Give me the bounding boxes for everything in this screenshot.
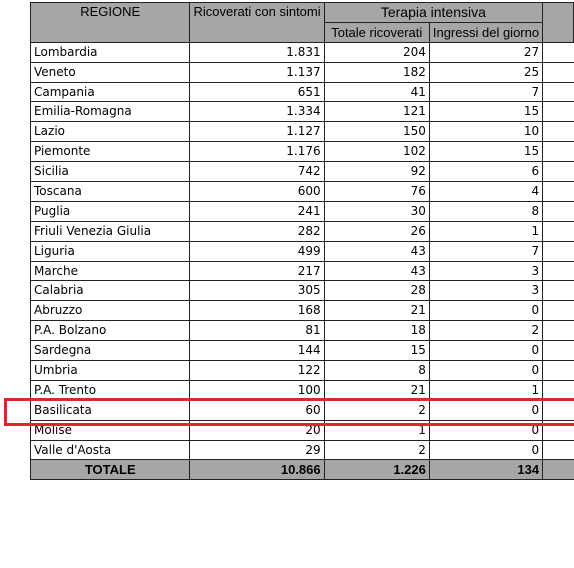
ricoverati-value: 1.176 — [190, 142, 324, 162]
terapia-totale-value: 76 — [324, 182, 429, 202]
region-name: Liguria — [31, 241, 190, 261]
region-name: P.A. Bolzano — [31, 321, 190, 341]
terapia-totale-value: 41 — [324, 82, 429, 102]
region-name: Puglia — [31, 201, 190, 221]
header-totale-ricoverati: Totale ricoverati — [324, 22, 429, 42]
table-row — [31, 82, 574, 102]
extra-cell — [543, 182, 574, 202]
terapia-totale-value: 21 — [324, 380, 429, 400]
ingressi-value: 0 — [429, 440, 542, 460]
region-name: Veneto — [31, 62, 190, 82]
terapia-totale-value: 30 — [324, 201, 429, 221]
ingressi-value: 0 — [429, 400, 542, 420]
extra-cell — [543, 102, 574, 122]
region-name: Calabria — [31, 281, 190, 301]
table-row — [31, 162, 574, 182]
ingressi-value: 2 — [429, 321, 542, 341]
ingressi-value: 7 — [429, 241, 542, 261]
extra-cell — [543, 440, 574, 460]
highlight-box — [4, 398, 574, 426]
region-name: Piemonte — [31, 142, 190, 162]
extra-cell — [543, 142, 574, 162]
ingressi-value: 27 — [429, 42, 542, 62]
ricoverati-value: 1.831 — [190, 42, 324, 62]
ingressi-value: 1 — [429, 221, 542, 241]
total-ricoverati: 10.866 — [190, 460, 324, 480]
table-row — [31, 122, 574, 142]
ingressi-value: 0 — [429, 301, 542, 321]
ricoverati-value: 168 — [190, 301, 324, 321]
table-row — [31, 142, 574, 162]
ingressi-value: 1 — [429, 380, 542, 400]
table-row — [31, 62, 574, 82]
region-name: Lombardia — [31, 42, 190, 62]
terapia-totale-value: 28 — [324, 281, 429, 301]
ricoverati-value: 499 — [190, 241, 324, 261]
region-name: Friuli Venezia Giulia — [31, 221, 190, 241]
ricoverati-value: 1.334 — [190, 102, 324, 122]
terapia-totale-value: 102 — [324, 142, 429, 162]
ingressi-value: 0 — [429, 341, 542, 361]
table-row — [31, 281, 574, 301]
table-row — [31, 301, 574, 321]
header-extra-column — [543, 3, 574, 43]
region-name: Sardegna — [31, 341, 190, 361]
table-row — [31, 42, 574, 62]
region-name: Basilicata — [31, 400, 190, 420]
ingressi-value: 8 — [429, 201, 542, 221]
ricoverati-value: 1.137 — [190, 62, 324, 82]
extra-cell — [543, 341, 574, 361]
region-name: Molise — [31, 420, 190, 440]
terapia-totale-value: 2 — [324, 400, 429, 420]
region-name: Toscana — [31, 182, 190, 202]
header-ingressi: Ingressi del giorno — [429, 22, 542, 42]
region-name: Marche — [31, 261, 190, 281]
extra-cell — [543, 162, 574, 182]
region-name: Emilia-Romagna — [31, 102, 190, 122]
terapia-totale-value: 121 — [324, 102, 429, 122]
table-row — [31, 182, 574, 202]
ricoverati-value: 282 — [190, 221, 324, 241]
terapia-totale-value: 21 — [324, 301, 429, 321]
ingressi-value: 10 — [429, 122, 542, 142]
region-name: Umbria — [31, 361, 190, 381]
ricoverati-value: 651 — [190, 82, 324, 102]
terapia-totale-value: 8 — [324, 361, 429, 381]
ingressi-value: 4 — [429, 182, 542, 202]
region-name: P.A. Trento — [31, 380, 190, 400]
ricoverati-value: 100 — [190, 380, 324, 400]
ingressi-value: 0 — [429, 361, 542, 381]
table-row — [31, 440, 574, 460]
extra-cell — [543, 62, 574, 82]
terapia-totale-value: 15 — [324, 341, 429, 361]
region-name: Lazio — [31, 122, 190, 142]
ricoverati-value: 1.127 — [190, 122, 324, 142]
ingressi-value: 3 — [429, 261, 542, 281]
terapia-totale-value: 43 — [324, 261, 429, 281]
table-row — [31, 221, 574, 241]
terapia-totale-value: 1 — [324, 420, 429, 440]
ricoverati-value: 600 — [190, 182, 324, 202]
extra-cell — [543, 201, 574, 221]
ricoverati-value: 217 — [190, 261, 324, 281]
ingressi-value: 0 — [429, 420, 542, 440]
extra-cell — [543, 241, 574, 261]
ricoverati-value: 241 — [190, 201, 324, 221]
terapia-totale-value: 43 — [324, 241, 429, 261]
ricoverati-value: 60 — [190, 400, 324, 420]
table-row — [31, 361, 574, 381]
total-extra-cell — [543, 460, 574, 480]
ingressi-value: 7 — [429, 82, 542, 102]
total-ingressi: 134 — [429, 460, 542, 480]
ricoverati-value: 81 — [190, 321, 324, 341]
terapia-totale-value: 182 — [324, 62, 429, 82]
ricoverati-value: 305 — [190, 281, 324, 301]
region-name: Abruzzo — [31, 301, 190, 321]
total-terapia-totale: 1.226 — [324, 460, 429, 480]
extra-cell — [543, 221, 574, 241]
ingressi-value: 15 — [429, 142, 542, 162]
table-row — [31, 321, 574, 341]
terapia-totale-value: 26 — [324, 221, 429, 241]
ricoverati-value: 122 — [190, 361, 324, 381]
header-regione: REGIONE — [31, 3, 190, 43]
header-terapia-intensiva: Terapia intensiva — [324, 3, 542, 23]
ricoverati-value: 20 — [190, 420, 324, 440]
table-row — [31, 341, 574, 361]
ingressi-value: 6 — [429, 162, 542, 182]
region-name: Sicilia — [31, 162, 190, 182]
table-row — [31, 102, 574, 122]
region-name: Campania — [31, 82, 190, 102]
total-label: TOTALE — [31, 460, 190, 480]
terapia-totale-value: 204 — [324, 42, 429, 62]
table-row — [31, 241, 574, 261]
extra-cell — [543, 301, 574, 321]
terapia-totale-value: 150 — [324, 122, 429, 142]
terapia-totale-value: 92 — [324, 162, 429, 182]
ingressi-value: 25 — [429, 62, 542, 82]
extra-cell — [543, 281, 574, 301]
extra-cell — [543, 122, 574, 142]
total-row — [31, 460, 574, 480]
table-row — [31, 201, 574, 221]
extra-cell — [543, 82, 574, 102]
terapia-totale-value: 18 — [324, 321, 429, 341]
extra-cell — [543, 42, 574, 62]
extra-cell — [543, 321, 574, 341]
extra-cell — [543, 261, 574, 281]
extra-cell — [543, 361, 574, 381]
ricoverati-value: 742 — [190, 162, 324, 182]
ingressi-value: 3 — [429, 281, 542, 301]
header-ricoverati: Ricoverati con sintomi — [190, 3, 324, 43]
terapia-totale-value: 2 — [324, 440, 429, 460]
region-name: Valle d'Aosta — [31, 440, 190, 460]
ricoverati-value: 29 — [190, 440, 324, 460]
table-row — [31, 261, 574, 281]
ricoverati-value: 144 — [190, 341, 324, 361]
ingressi-value: 15 — [429, 102, 542, 122]
